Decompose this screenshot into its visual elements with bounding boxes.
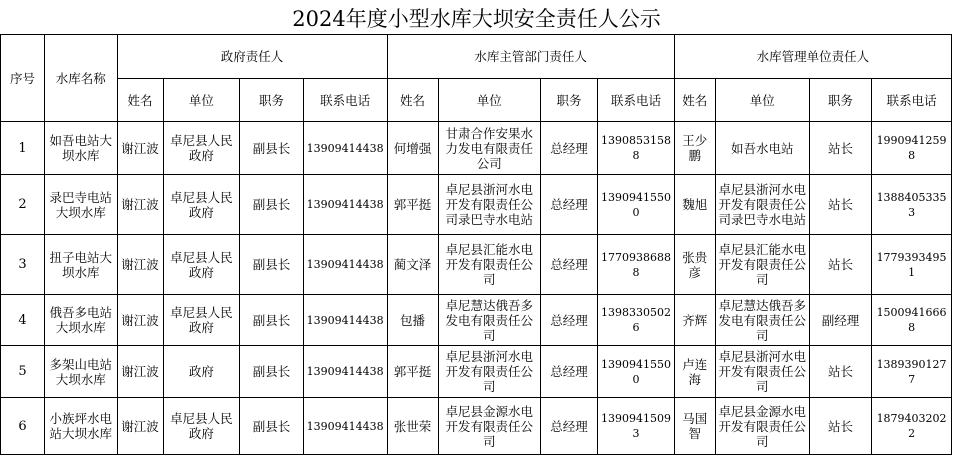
header-mgmt-group: 水库管理单位责任人 bbox=[674, 35, 951, 79]
mgmt-unit-cell: 卓尼县汇能水电开发有限责任公司 bbox=[715, 235, 809, 295]
gov-unit-cell: 卓尼县人民政府 bbox=[163, 122, 240, 175]
reservoir-name: 小族坪水电站大坝水库 bbox=[44, 398, 117, 455]
mgmt-person-cell: 卢连海 bbox=[674, 346, 715, 398]
mgmt-person-cell: 王少鹏 bbox=[674, 122, 715, 175]
dept-unit-cell: 卓尼县金源水电开发有限责任公司 bbox=[438, 398, 540, 455]
dept-phone-cell: 13909415500 bbox=[598, 346, 675, 398]
gov-person-cell: 谢江波 bbox=[117, 295, 163, 346]
gov-position-cell: 副县长 bbox=[240, 235, 303, 295]
gov-phone-cell: 13909414438 bbox=[303, 295, 387, 346]
gov-position-cell: 副县长 bbox=[240, 346, 303, 398]
row-index: 6 bbox=[1, 398, 45, 455]
row-index: 4 bbox=[1, 295, 45, 346]
gov-position-cell: 副县长 bbox=[240, 295, 303, 346]
header-mgmt-unit: 单位 bbox=[715, 79, 809, 122]
dept-position-cell: 总经理 bbox=[540, 235, 597, 295]
mgmt-person-cell: 魏旭 bbox=[674, 175, 715, 235]
mgmt-unit-cell: 卓尼县金源水电开发有限责任公司 bbox=[715, 398, 809, 455]
dept-person-cell: 郭平挺 bbox=[387, 175, 438, 235]
dept-phone-cell: 13909415093 bbox=[598, 398, 675, 455]
row-index: 2 bbox=[1, 175, 45, 235]
header-dept-phone: 联系电话 bbox=[598, 79, 675, 122]
row-index: 1 bbox=[1, 122, 45, 175]
header-gov-position: 职务 bbox=[240, 79, 303, 122]
gov-position-cell: 副县长 bbox=[240, 122, 303, 175]
mgmt-unit-cell: 卓尼慧达俄吾多发电有限责任公司 bbox=[715, 295, 809, 346]
header-seq: 序号 bbox=[1, 35, 45, 122]
mgmt-person-cell: 张贵彦 bbox=[674, 235, 715, 295]
header-gov-unit: 单位 bbox=[163, 79, 240, 122]
mgmt-position-cell: 副经理 bbox=[809, 295, 871, 346]
gov-person-cell: 谢江波 bbox=[117, 122, 163, 175]
gov-phone-cell: 13909414438 bbox=[303, 235, 387, 295]
mgmt-person-cell: 马国智 bbox=[674, 398, 715, 455]
mgmt-position-cell: 站长 bbox=[809, 235, 871, 295]
mgmt-phone-cell: 18794032022 bbox=[872, 398, 952, 455]
gov-person-cell: 谢江波 bbox=[117, 235, 163, 295]
gov-unit-cell: 卓尼县人民政府 bbox=[163, 398, 240, 455]
table-row bbox=[1, 122, 952, 175]
dept-position-cell: 总经理 bbox=[540, 346, 597, 398]
dept-person-cell: 郭平挺 bbox=[387, 346, 438, 398]
dept-position-cell: 总经理 bbox=[540, 398, 597, 455]
responsibility-table bbox=[0, 34, 952, 455]
gov-phone-cell: 13909414438 bbox=[303, 175, 387, 235]
gov-phone-cell: 13909414438 bbox=[303, 346, 387, 398]
mgmt-phone-cell: 19909412598 bbox=[872, 122, 952, 175]
dept-position-cell: 总经理 bbox=[540, 295, 597, 346]
dept-unit-cell: 卓尼县汇能水电开发有限责任公司 bbox=[438, 235, 540, 295]
header-gov-person: 姓名 bbox=[117, 79, 163, 122]
table-row bbox=[1, 175, 952, 235]
mgmt-phone-cell: 17793934951 bbox=[872, 235, 952, 295]
mgmt-position-cell: 站长 bbox=[809, 175, 871, 235]
dept-person-cell: 包播 bbox=[387, 295, 438, 346]
gov-person-cell: 谢江波 bbox=[117, 398, 163, 455]
header-dept-position: 职务 bbox=[540, 79, 597, 122]
table-row bbox=[1, 235, 952, 295]
dept-phone-cell: 13983305026 bbox=[598, 295, 675, 346]
dept-person-cell: 蔺文泽 bbox=[387, 235, 438, 295]
header-dept-unit: 单位 bbox=[438, 79, 540, 122]
gov-phone-cell: 13909414438 bbox=[303, 122, 387, 175]
dept-unit-cell: 卓尼慧达俄吾多发电有限责任公司 bbox=[438, 295, 540, 346]
header-reservoir-name: 水库名称 bbox=[44, 35, 117, 122]
table-row bbox=[1, 398, 952, 455]
dept-unit-cell: 甘肃合作安果水力发电有限责任公司 bbox=[438, 122, 540, 175]
gov-phone-cell: 13909414438 bbox=[303, 398, 387, 455]
mgmt-phone-cell: 15009416668 bbox=[872, 295, 952, 346]
mgmt-person-cell: 齐辉 bbox=[674, 295, 715, 346]
header-mgmt-position: 职务 bbox=[809, 79, 871, 122]
dept-unit-cell: 卓尼县浙河水电开发有限责任公司 bbox=[438, 346, 540, 398]
mgmt-phone-cell: 13893901277 bbox=[872, 346, 952, 398]
mgmt-position-cell: 站长 bbox=[809, 398, 871, 455]
row-index: 5 bbox=[1, 346, 45, 398]
gov-position-cell: 副县长 bbox=[240, 175, 303, 235]
reservoir-name: 多架山电站大坝水库 bbox=[44, 346, 117, 398]
mgmt-position-cell: 站长 bbox=[809, 346, 871, 398]
dept-phone-cell: 17709386888 bbox=[598, 235, 675, 295]
gov-person-cell: 谢江波 bbox=[117, 175, 163, 235]
reservoir-name: 俄吾多电站大坝水库 bbox=[44, 295, 117, 346]
page-title: 2024年度小型水库大坝安全责任人公示 bbox=[292, 7, 661, 31]
dept-position-cell: 总经理 bbox=[540, 175, 597, 235]
dept-position-cell: 总经理 bbox=[540, 122, 597, 175]
gov-unit-cell: 卓尼县人民政府 bbox=[163, 235, 240, 295]
gov-unit-cell: 卓尼县人民政府 bbox=[163, 175, 240, 235]
header-row-groups bbox=[1, 35, 952, 79]
mgmt-position-cell: 站长 bbox=[809, 122, 871, 175]
dept-person-cell: 张世荣 bbox=[387, 398, 438, 455]
reservoir-name: 录巴寺电站大坝水库 bbox=[44, 175, 117, 235]
table-row bbox=[1, 295, 952, 346]
header-row-fields bbox=[1, 79, 952, 122]
mgmt-phone-cell: 13884053353 bbox=[872, 175, 952, 235]
header-gov-phone: 联系电话 bbox=[303, 79, 387, 122]
gov-position-cell: 副县长 bbox=[240, 398, 303, 455]
dept-person-cell: 何增强 bbox=[387, 122, 438, 175]
header-dept-group: 水库主管部门责任人 bbox=[387, 35, 674, 79]
reservoir-name: 如吾电站大坝水库 bbox=[44, 122, 117, 175]
mgmt-unit-cell: 卓尼县浙河水电开发有限责任公司 bbox=[715, 346, 809, 398]
reservoir-name: 扭子电站大坝水库 bbox=[44, 235, 117, 295]
dept-unit-cell: 卓尼县浙河水电开发有限责任公司录巴寺水电站 bbox=[438, 175, 540, 235]
gov-person-cell: 谢江波 bbox=[117, 346, 163, 398]
header-gov-group: 政府责任人 bbox=[117, 35, 387, 79]
header-mgmt-phone: 联系电话 bbox=[872, 79, 952, 122]
dept-phone-cell: 13908531588 bbox=[598, 122, 675, 175]
header-dept-person: 姓名 bbox=[387, 79, 438, 122]
dept-phone-cell: 13909415500 bbox=[598, 175, 675, 235]
mgmt-unit-cell: 卓尼县浙河水电开发有限责任公司录巴寺水电站 bbox=[715, 175, 809, 235]
gov-unit-cell: 卓尼县人民政府 bbox=[163, 295, 240, 346]
row-index: 3 bbox=[1, 235, 45, 295]
gov-unit-cell: 政府 bbox=[163, 346, 240, 398]
header-mgmt-person: 姓名 bbox=[674, 79, 715, 122]
mgmt-unit-cell: 如吾水电站 bbox=[715, 122, 809, 175]
table-row bbox=[1, 346, 952, 398]
